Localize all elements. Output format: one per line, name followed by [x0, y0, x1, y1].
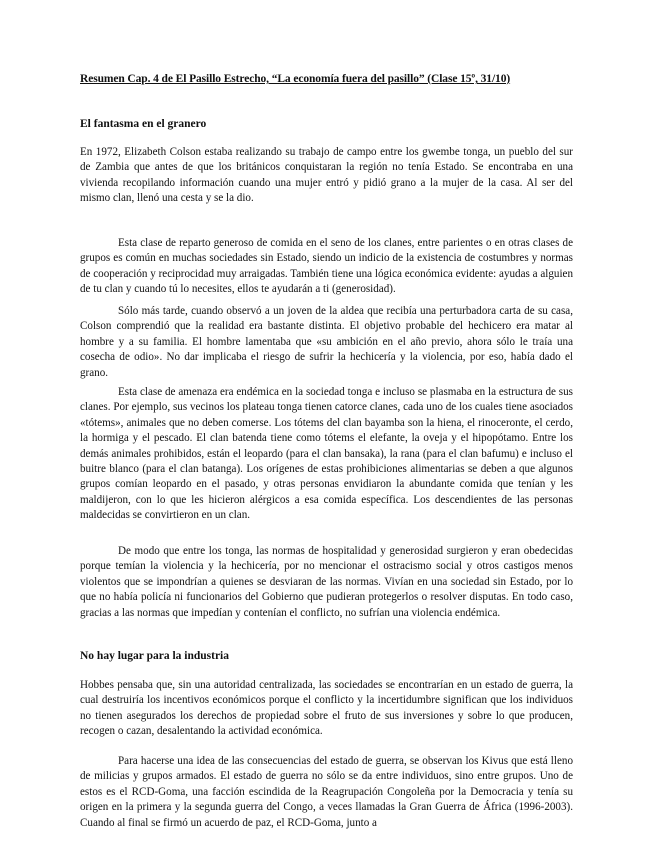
- paragraph: Esta clase de reparto generoso de comida en el seno de los clanes, entre parientes o en otras clases de grupos es común en muchas sociedades sin Estado, siendo un indicio de la existencia de costumbres y normas de cooperación y reciprocidad muy arraigadas. También tiene una lógica económica evidente: ayudas a alguien de tu clan y cuando tú lo necesites, ellos te ayudarán a ti (generosidad).: [80, 237, 573, 296]
- paragraph: Sólo más tarde, cuando observó a un joven de la aldea que recibía una perturbadora carta de su casa, Colson comprendió que la realidad era bastante distinta. El objetivo probable del hechicero era matar al hombre y a su familia. El hombre lamentaba que «su ambición en el año previo, ahora sólo le traía una cosecha de odio». No dar implicaba el riesgo de sufrir la hechicería y la violencia, por eso, había dado el grano.: [80, 305, 573, 379]
- section-heading-fantasma: El fantasma en el granero: [80, 118, 207, 130]
- paragraph: De modo que entre los tonga, las normas de hospitalidad y generosidad surgieron y eran obedecidas porque temían la violencia y la hechicería, por no mencionar el ostracismo social y otros castigos menos violentos que se impondrían a quienes se desviaran de las normas. Vivían en una sociedad sin Estado, por lo que no había policía ni funcionarios del Gobierno que pudieran protegerlos o resolver disputas. En todo caso, gracias a las normas que impedían y contenían el conflicto, no sufrían una violencia endémica.: [80, 545, 573, 619]
- paragraph: En 1972, Elizabeth Colson estaba realizando su trabajo de campo entre los gwembe tonga, un pueblo del sur de Zambia que antes de que los británicos conquistaran la región no tenía Estado. Se encontraba en una vivienda recopilando información cuando una mujer entró y pidió grano a la mujer de la casa. Al ser del mismo clan, llenó una cesta y se la dio.: [80, 146, 573, 205]
- paragraph: Para hacerse una idea de las consecuencias del estado de guerra, se observan los Kivus que está lleno de milicias y grupos armados. El estado de guerra no sólo se da entre individuos, sino entre grupos. Uno de estos es el RCD-Goma, una facción escindida de la Reagrupación Congoleña por la Democracia y tenía su origen en la primera y la segunda guerra del Congo, a veces llamadas la Gran Guerra de África (1996-2003). Cuando al final se firmó un acuerdo de paz, el RCD-Goma, junto a: [80, 755, 573, 829]
- document-title: Resumen Cap. 4 de El Pasillo Estrecho, “La economía fuera del pasillo” (Clase 15º, 31/10): [80, 73, 511, 85]
- paragraph: Esta clase de amenaza era endémica en la sociedad tonga e incluso se plasmaba en la estructura de sus clanes. Por ejemplo, sus vecinos los plateau tonga tienen catorce clanes, cada uno de los cuales tiene asociados «tótems», animales que no deben comerse. Los tótems del clan bayamba son la hiena, el rinoceronte, el cerdo, la hormiga y el pescado. El clan batenda tiene como tótems el elefante, la oveja y el hipopótamo. Entre los demás animales prohibidos, están el leopardo (para el clan bansaka), la rana (para el clan bafumu) e incluso el buitre blanco (para el clan batanga). Los orígenes de estas prohibiciones alimentarias se deben a que algunos grupos comían leopardo en el pasado, y otras personas envidiaron la abundante comida que tenían y les maldijeron, con lo que les hicieron alérgicos a esa comida específica. Los descendientes de las personas maldecidas se convirtieron en un clan.: [80, 386, 573, 522]
- paragraph: Hobbes pensaba que, sin una autoridad centralizada, las sociedades se encontrarían en un estado de guerra, la cual destruiría los incentivos económicos porque el conflicto y la incertidumbre significan que los individuos no tienen asegurados los derechos de propiedad sobre el fruto de sus inversiones y sobre lo que producen, recogen o cazan, desalentando la actividad económica.: [80, 679, 573, 738]
- section-heading-industria: No hay lugar para la industria: [80, 650, 229, 662]
